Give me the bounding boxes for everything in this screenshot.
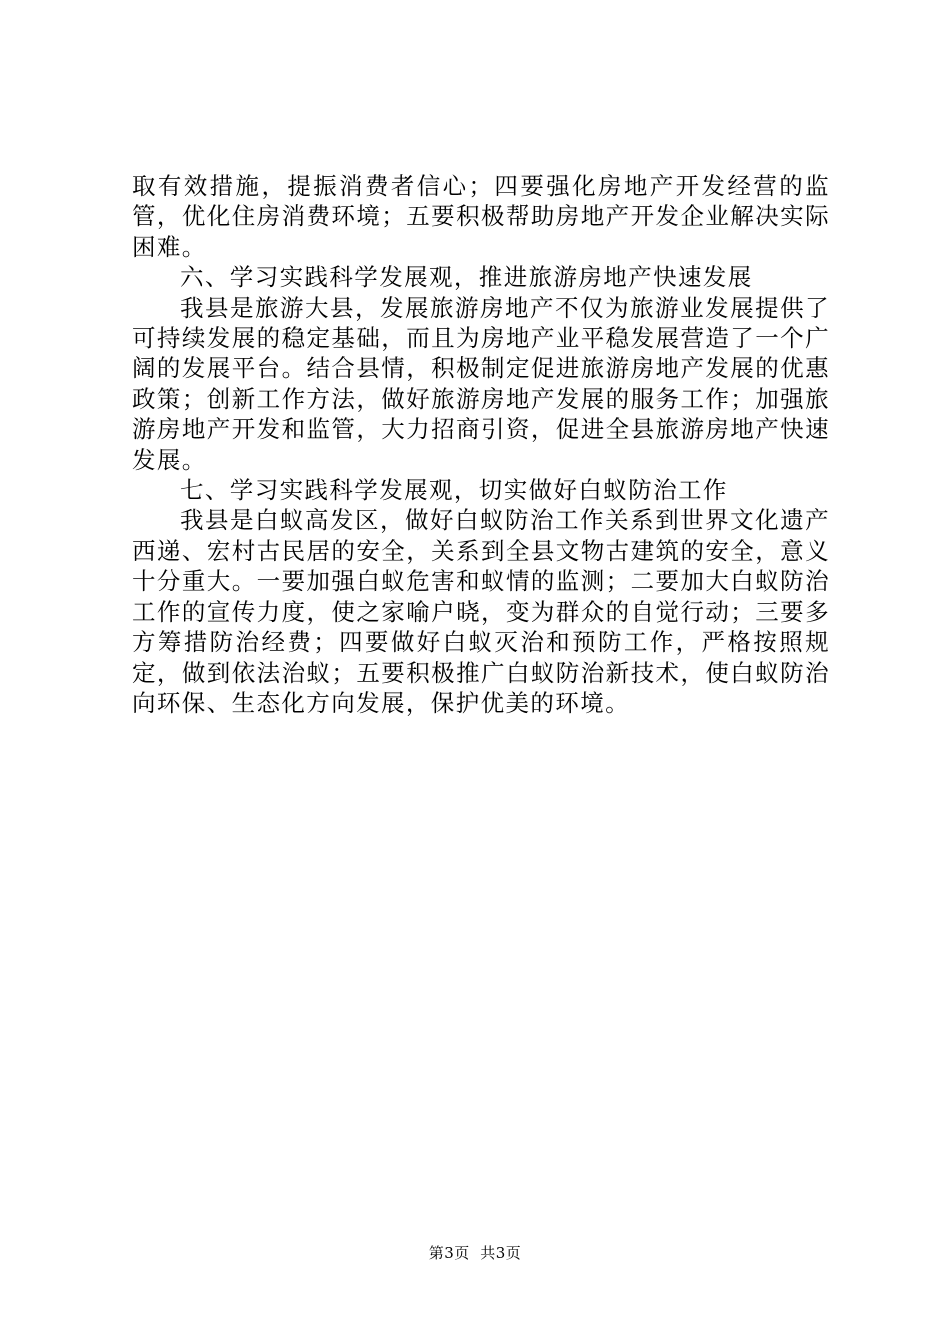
section-heading-seven: 七、学习实践科学发展观，切实做好白蚁防治工作	[180, 476, 728, 505]
page-number-label: 第3页 共3页	[428, 1244, 522, 1262]
paragraph-tourism-real-estate: 我县是旅游大县，发展旅游房地产不仅为旅游业发展提供了可持续发展的稳定基础，而且为房地产业平稳发展营造了一个广阔的发展平台。结合县情，积极制定促进旅游房地产发展的优惠政策；创新工作方法，做好旅游房地产发展的服务工作；加强旅游房地产开发和监管，大力招商引资，促进全县旅游房地产快速发展。	[132, 293, 830, 474]
section-heading-six: 六、学习实践科学发展观，推进旅游房地产快速发展	[180, 263, 753, 292]
paragraph-termite-control: 我县是白蚁高发区，做好白蚁防治工作关系到世界文化遗产西递、宏村古民居的安全，关系到全县文物古建筑的安全，意义十分重大。一要加强白蚁危害和蚁情的监测；二要加大白蚁防治工作的宣传力度，使之家喻户晓，变为群众的自觉行动；三要多方筹措防治经费；四要做好白蚁灭治和预防工作，严格按照规定，做到依法治蚁；五要积极推广白蚁防治新技术，使白蚁防治向环保、生态化方向发展，保护优美的环境。	[132, 506, 830, 717]
page-footer	[0, 1243, 950, 1263]
paragraph-continuation: 取有效措施，提振消费者信心；四要强化房地产开发经营的监管，优化住房消费环境；五要积极帮助房地产开发企业解决实际困难。	[132, 172, 830, 261]
document-body	[132, 171, 830, 718]
